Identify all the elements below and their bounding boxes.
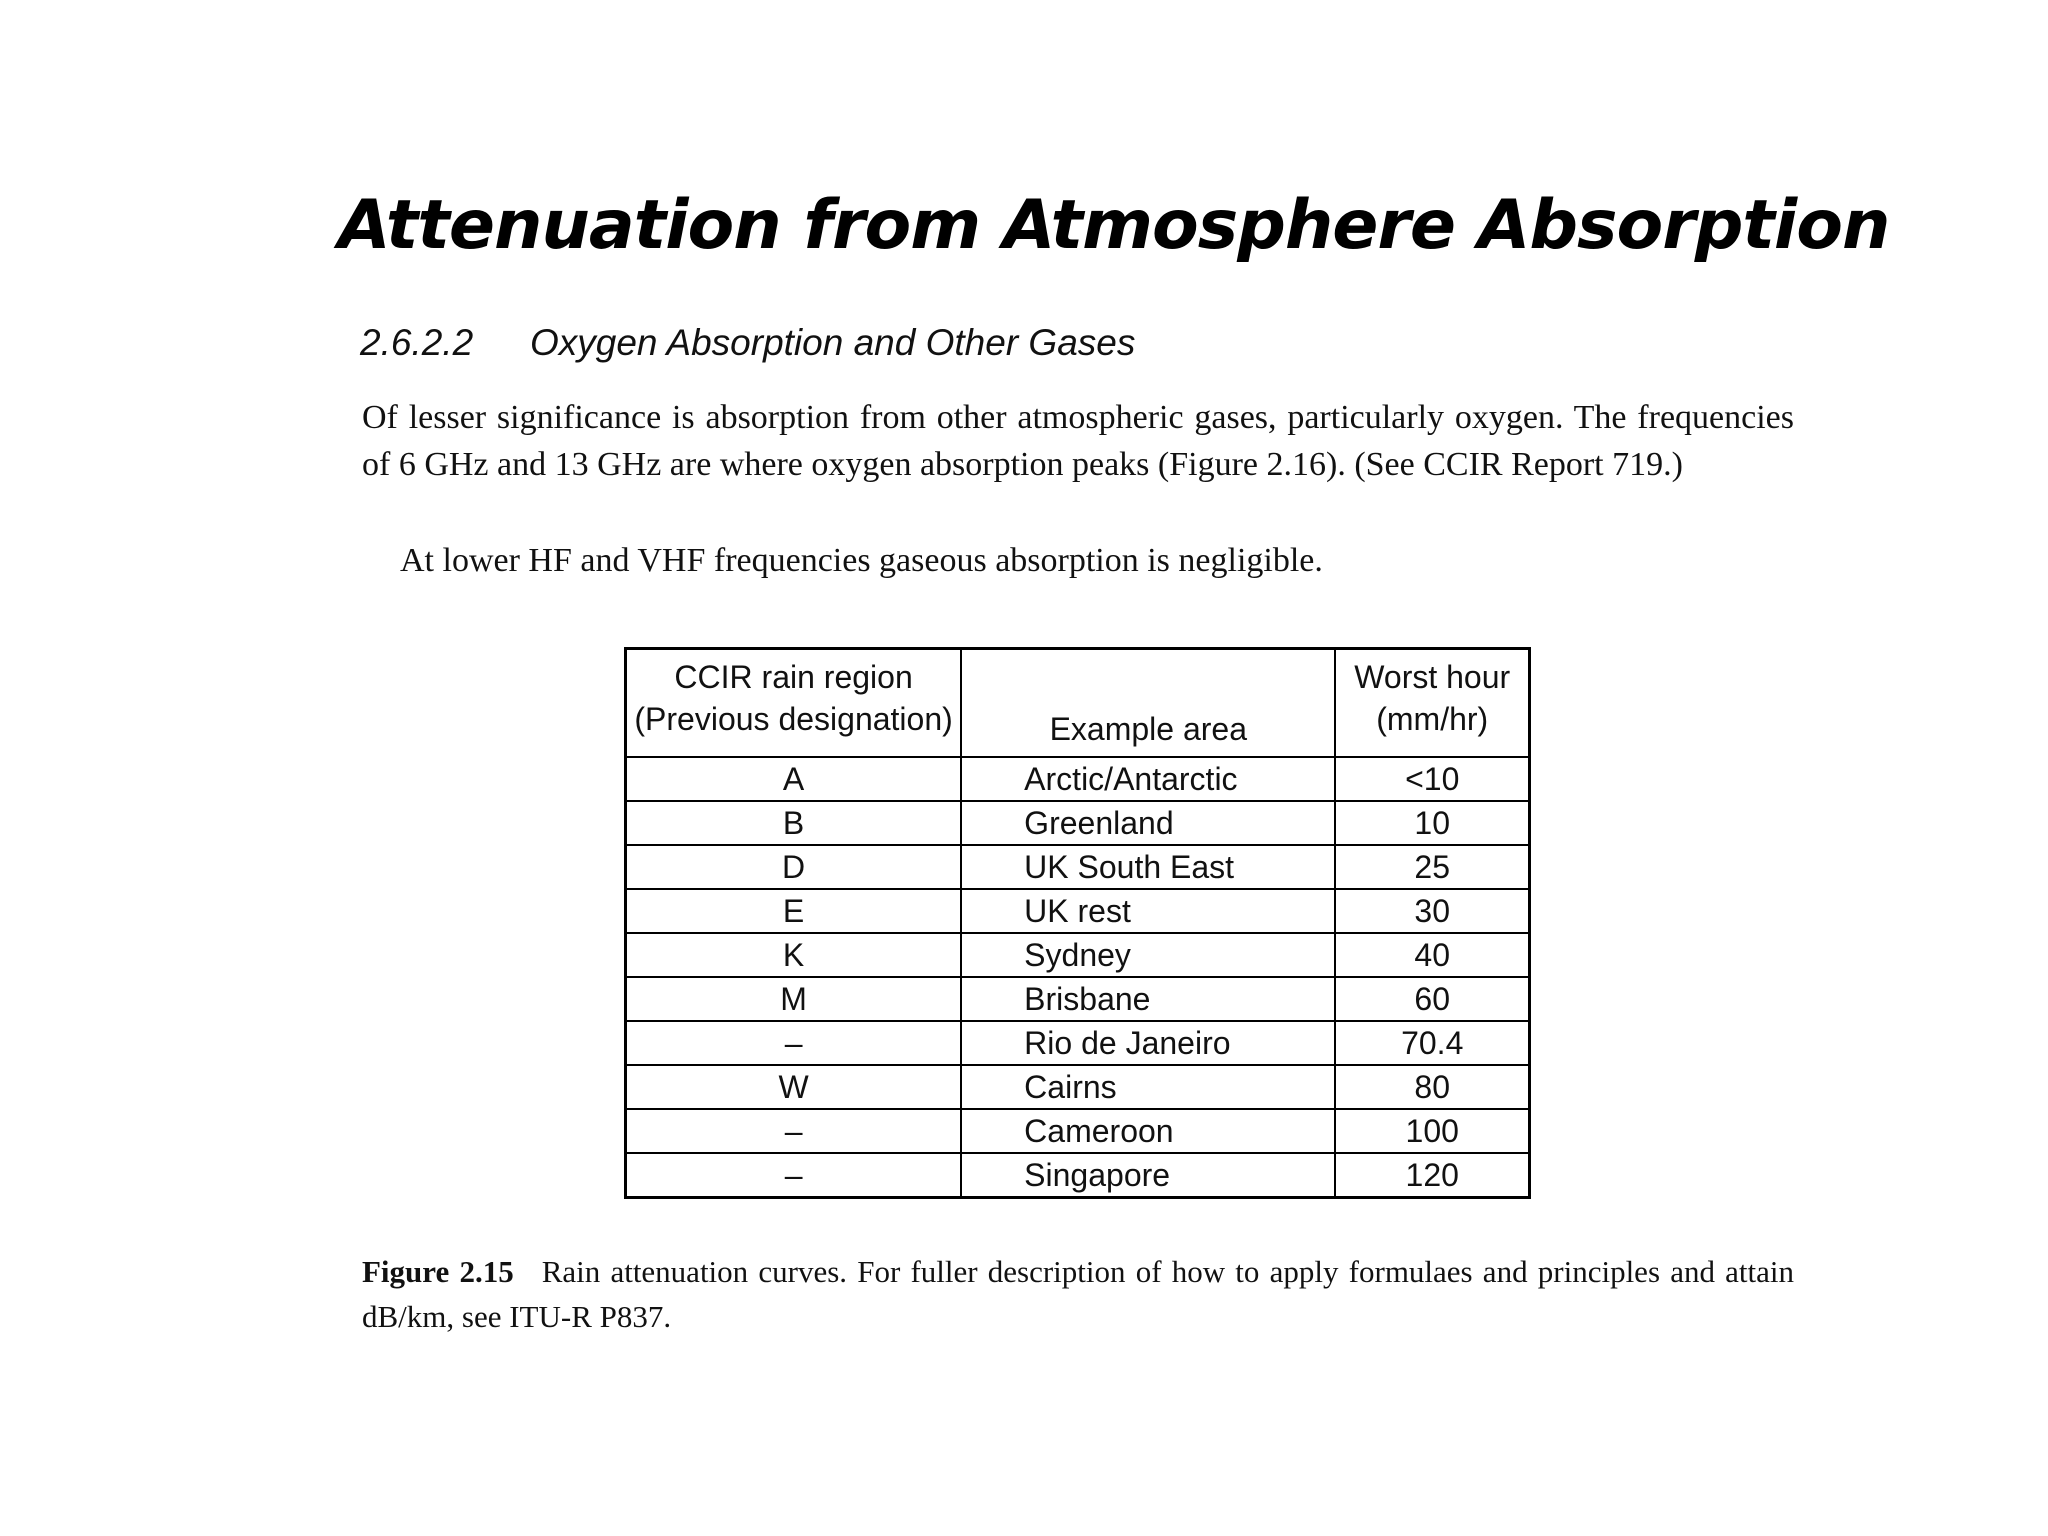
header-region bbox=[626, 649, 962, 758]
table-row bbox=[626, 977, 1530, 1021]
rain-region-table bbox=[624, 647, 1531, 1199]
cell-area: Arctic/Antarctic bbox=[961, 757, 1335, 801]
section-heading bbox=[360, 324, 1135, 361]
table-row bbox=[626, 1153, 1530, 1198]
cell-region: D bbox=[626, 845, 962, 889]
cell-area: UK rest bbox=[961, 889, 1335, 933]
cell-rate: 25 bbox=[1335, 845, 1529, 889]
table-row bbox=[626, 889, 1530, 933]
cell-rate: 60 bbox=[1335, 977, 1529, 1021]
cell-rate: 10 bbox=[1335, 801, 1529, 845]
section-number: 2.6.2.2 bbox=[360, 322, 474, 363]
header-area: Example area bbox=[961, 649, 1335, 758]
cell-region: – bbox=[626, 1153, 962, 1198]
figure-caption-text: Rain attenuation curves. For fuller description of how to apply formulaes and principles and attain dB/km, see ITU-R P837. bbox=[362, 1254, 1794, 1334]
cell-area: UK South East bbox=[961, 845, 1335, 889]
cell-area: Cameroon bbox=[961, 1109, 1335, 1153]
cell-region: W bbox=[626, 1065, 962, 1109]
table-row bbox=[626, 757, 1530, 801]
section-title: Oxygen Absorption and Other Gases bbox=[530, 322, 1136, 363]
cell-region: M bbox=[626, 977, 962, 1021]
figure-label: Figure 2.15 bbox=[362, 1254, 514, 1289]
cell-region: – bbox=[626, 1109, 962, 1153]
cell-rate: 100 bbox=[1335, 1109, 1529, 1153]
table-row bbox=[626, 801, 1530, 845]
body-paragraph-1: Of lesser significance is absorption from other atmospheric gases, particularly oxygen. The frequencies of 6 GHz and 13 GHz are where oxygen absorption peaks (Figure 2.16). (See CCIR Report 719.) bbox=[362, 399, 1794, 483]
cell-rate: 120 bbox=[1335, 1153, 1529, 1198]
table-row bbox=[626, 1021, 1530, 1065]
cell-region: A bbox=[626, 757, 962, 801]
cell-region: E bbox=[626, 889, 962, 933]
body-paragraph-2: At lower HF and VHF frequencies gaseous absorption is negligible. bbox=[400, 542, 1323, 579]
header-region-line1: CCIR rain region bbox=[674, 659, 913, 695]
cell-region: B bbox=[626, 801, 962, 845]
cell-area: Cairns bbox=[961, 1065, 1335, 1109]
cell-region: – bbox=[626, 1021, 962, 1065]
cell-rate: <10 bbox=[1335, 757, 1529, 801]
cell-area: Brisbane bbox=[961, 977, 1335, 1021]
cell-rate: 80 bbox=[1335, 1065, 1529, 1109]
cell-rate: 30 bbox=[1335, 889, 1529, 933]
cell-area: Greenland bbox=[961, 801, 1335, 845]
figure-caption bbox=[362, 1249, 1794, 1339]
header-rate-line1: Worst hour bbox=[1354, 659, 1511, 695]
header-rate bbox=[1335, 649, 1529, 758]
table-row bbox=[626, 933, 1530, 977]
cell-area: Singapore bbox=[961, 1153, 1335, 1198]
table-row bbox=[626, 1109, 1530, 1153]
cell-rate: 70.4 bbox=[1335, 1021, 1529, 1065]
cell-region: K bbox=[626, 933, 962, 977]
header-region-line2: (Previous designation) bbox=[634, 701, 953, 737]
slide-title: Attenuation from Atmosphere Absorption bbox=[338, 186, 1890, 265]
table-row bbox=[626, 845, 1530, 889]
table-header-row bbox=[626, 649, 1530, 758]
cell-area: Rio de Janeiro bbox=[961, 1021, 1335, 1065]
cell-rate: 40 bbox=[1335, 933, 1529, 977]
cell-area: Sydney bbox=[961, 933, 1335, 977]
table-row bbox=[626, 1065, 1530, 1109]
header-rate-line2: (mm/hr) bbox=[1376, 701, 1489, 737]
